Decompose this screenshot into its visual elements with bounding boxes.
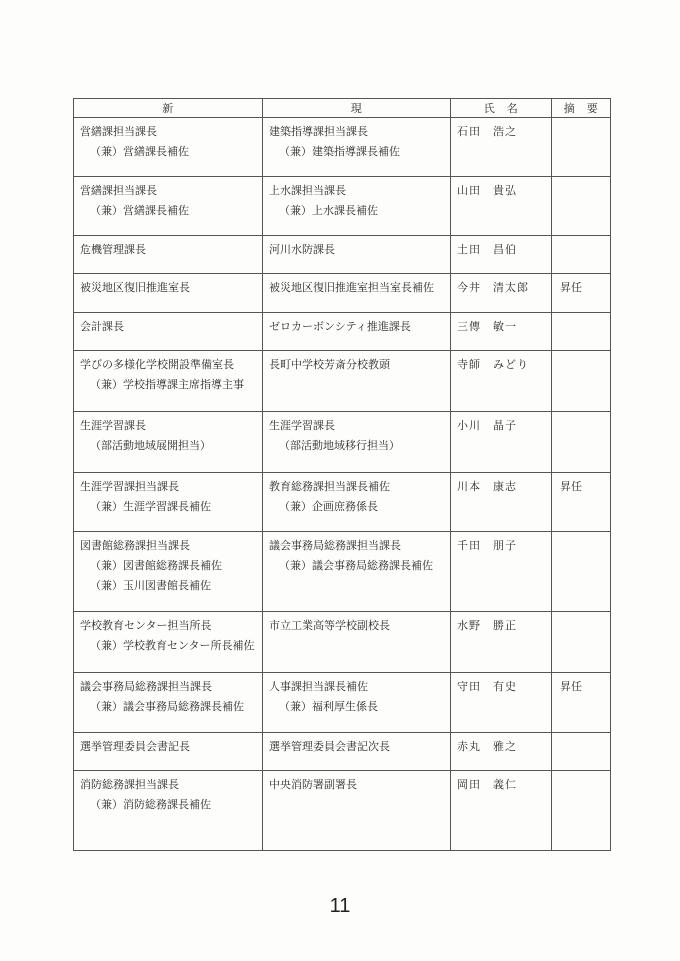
table-row	[74, 236, 611, 274]
cell-new	[74, 313, 263, 351]
cell-current	[263, 532, 451, 612]
remark: 昇任	[560, 281, 582, 294]
cell-new	[74, 673, 263, 733]
person-name: 寺師 みどり	[457, 358, 529, 371]
cell-new	[74, 771, 263, 851]
personnel-table	[73, 98, 611, 851]
remark	[552, 313, 610, 317]
cell-new-lines	[74, 118, 262, 162]
cell-name	[451, 274, 552, 313]
position-title: 危機管理課長	[80, 243, 146, 256]
cell-current	[263, 612, 451, 673]
cell-new-lines	[74, 236, 262, 260]
person-name: 水野 勝正	[457, 619, 517, 632]
cell-current	[263, 771, 451, 851]
remark	[552, 733, 610, 737]
position-title: 長町中学校芳斎分校教頭	[269, 358, 390, 371]
person-name: 今井 清太郎	[457, 281, 529, 294]
header-name: 氏 名	[451, 99, 552, 118]
person-name: 石田 浩之	[457, 125, 517, 138]
cell-current-lines	[263, 532, 450, 576]
cell-note	[552, 351, 611, 412]
cell-current	[263, 473, 451, 532]
cell-current	[263, 177, 451, 236]
cell-current-lines	[263, 274, 450, 298]
position-concurrent: （部活動地域展開担当）	[90, 439, 211, 452]
cell-current-lines	[263, 612, 450, 636]
cell-new-lines	[74, 612, 262, 656]
remark	[552, 236, 610, 240]
cell-new	[74, 177, 263, 236]
cell-name	[451, 673, 552, 733]
person-name: 守田 有史	[457, 680, 517, 693]
table-row	[74, 733, 611, 771]
person-name: 土田 昌伯	[457, 243, 517, 256]
position-title: 営繕課担当課長	[80, 125, 157, 138]
remark	[552, 771, 610, 775]
cell-current	[263, 733, 451, 771]
position-title: 生涯学習課長	[80, 419, 146, 432]
cell-note	[552, 532, 611, 612]
cell-current	[263, 412, 451, 473]
position-concurrent: （兼）図書館総務課長補佐	[90, 559, 222, 572]
cell-current	[263, 236, 451, 274]
remark: 昇任	[560, 480, 582, 493]
person-name: 岡田 義仁	[457, 778, 517, 791]
cell-note	[552, 177, 611, 236]
position-concurrent: （兼）議会事務局総務課長補佐	[279, 559, 433, 572]
position-concurrent: （兼）建築指導課長補佐	[279, 145, 400, 158]
position-title: 選挙管理委員会書記長	[80, 740, 190, 753]
cell-current-lines	[263, 313, 450, 337]
position-title: 図書館総務課担当課長	[80, 539, 190, 552]
cell-name	[451, 412, 552, 473]
position-title: 建築指導課担当課長	[269, 125, 368, 138]
header-note: 摘 要	[552, 99, 611, 118]
page-number: 11	[329, 895, 351, 917]
cell-note	[552, 673, 611, 733]
person-name: 三傳 敏一	[457, 320, 517, 333]
cell-current-lines	[263, 351, 450, 375]
position-concurrent: （兼）玉川図書館長補佐	[90, 579, 211, 592]
table-row	[74, 532, 611, 612]
position-concurrent: （兼）学校指導課主席指導主事	[90, 378, 244, 391]
person-name: 赤丸 雅之	[457, 740, 517, 753]
position-title: 選挙管理委員会書記次長	[269, 740, 390, 753]
cell-new-lines	[74, 473, 262, 517]
position-title: 議会事務局総務課担当課長	[80, 680, 212, 693]
cell-note	[552, 274, 611, 313]
position-concurrent: （兼）議会事務局総務課長補佐	[90, 700, 244, 713]
header-row	[74, 99, 611, 118]
table-row	[74, 351, 611, 412]
table-body	[74, 118, 611, 851]
position-title: 中央消防署副署長	[269, 778, 357, 791]
position-concurrent: （兼）営繕課長補佐	[90, 204, 189, 217]
table-row	[74, 177, 611, 236]
table-row	[74, 118, 611, 177]
cell-new-lines	[74, 313, 262, 337]
table-row	[74, 274, 611, 313]
cell-note	[552, 771, 611, 851]
cell-note	[552, 612, 611, 673]
position-concurrent: （兼）企画庶務係長	[279, 500, 378, 513]
person-name: 小川 晶子	[457, 419, 517, 432]
remark	[552, 177, 610, 181]
position-title: 学校教育センター担当所長	[80, 619, 212, 632]
position-title: 市立工業高等学校副校長	[269, 619, 390, 632]
cell-name	[451, 612, 552, 673]
position-concurrent: （兼）上水課長補佐	[279, 204, 378, 217]
position-title: 被災地区復旧推進室長	[80, 281, 190, 294]
table-row	[74, 673, 611, 733]
cell-name	[451, 313, 552, 351]
header-current: 現	[263, 99, 451, 118]
table-row	[74, 612, 611, 673]
cell-current-lines	[263, 177, 450, 221]
position-title: 消防総務課担当課長	[80, 778, 179, 791]
cell-new-lines	[74, 733, 262, 757]
cell-new	[74, 236, 263, 274]
position-title: 議会事務局総務課担当課長	[269, 539, 401, 552]
position-concurrent: （兼）消防総務課長補佐	[90, 798, 211, 811]
cell-new-lines	[74, 532, 262, 596]
cell-current	[263, 313, 451, 351]
cell-current	[263, 351, 451, 412]
cell-name	[451, 532, 552, 612]
table-row	[74, 412, 611, 473]
cell-note	[552, 236, 611, 274]
position-title: 被災地区復旧推進室担当室長補佐	[269, 281, 434, 294]
cell-current	[263, 274, 451, 313]
table-row	[74, 313, 611, 351]
cell-note	[552, 412, 611, 473]
position-concurrent: （部活動地域移行担当）	[279, 439, 400, 452]
cell-name	[451, 473, 552, 532]
cell-new	[74, 274, 263, 313]
cell-name	[451, 236, 552, 274]
cell-new-lines	[74, 412, 262, 456]
cell-new	[74, 118, 263, 177]
cell-current	[263, 118, 451, 177]
cell-name	[451, 771, 552, 851]
cell-name	[451, 733, 552, 771]
position-title: 人事課担当課長補佐	[269, 680, 368, 693]
cell-current-lines	[263, 673, 450, 717]
person-name: 川本 康志	[457, 480, 517, 493]
cell-current	[263, 673, 451, 733]
cell-new-lines	[74, 351, 262, 395]
cell-new-lines	[74, 274, 262, 298]
position-title: 教育総務課担当課長補佐	[269, 480, 390, 493]
table-row	[74, 771, 611, 851]
position-title: 生涯学習課担当課長	[80, 480, 179, 493]
position-title: 生涯学習課長	[269, 419, 335, 432]
table-row	[74, 473, 611, 532]
cell-new-lines	[74, 673, 262, 717]
person-name: 千田 朋子	[457, 539, 517, 552]
cell-new	[74, 733, 263, 771]
position-concurrent: （兼）営繕課長補佐	[90, 145, 189, 158]
cell-current-lines	[263, 412, 450, 456]
header-new: 新	[74, 99, 263, 118]
remark: 昇任	[560, 680, 582, 693]
cell-current-lines	[263, 236, 450, 260]
cell-note	[552, 313, 611, 351]
position-title: ゼロカーボンシティ推進課長	[269, 320, 411, 333]
cell-new	[74, 351, 263, 412]
position-concurrent: （兼）生涯学習課長補佐	[90, 500, 211, 513]
person-name: 山田 貴弘	[457, 184, 517, 197]
position-title: 会計課長	[80, 320, 124, 333]
cell-new	[74, 532, 263, 612]
remark	[552, 412, 610, 416]
cell-new-lines	[74, 771, 262, 815]
cell-note	[552, 733, 611, 771]
cell-name	[451, 177, 552, 236]
cell-current-lines	[263, 473, 450, 517]
position-concurrent: （兼）学校教育センター所長補佐	[90, 639, 255, 652]
cell-new	[74, 412, 263, 473]
cell-note	[552, 473, 611, 532]
cell-new	[74, 473, 263, 532]
cell-note	[552, 118, 611, 177]
remark	[552, 118, 610, 122]
cell-current-lines	[263, 118, 450, 162]
cell-name	[451, 118, 552, 177]
position-title: 河川水防課長	[269, 243, 335, 256]
cell-new-lines	[74, 177, 262, 221]
remark	[552, 532, 610, 536]
remark	[552, 612, 610, 616]
position-concurrent: （兼）福利厚生係長	[279, 700, 378, 713]
position-title: 営繕課担当課長	[80, 184, 157, 197]
cell-name	[451, 351, 552, 412]
cell-current-lines	[263, 771, 450, 795]
position-title: 上水課担当課長	[269, 184, 346, 197]
position-title: 学びの多様化学校開設準備室長	[80, 358, 234, 371]
cell-new	[74, 612, 263, 673]
cell-current-lines	[263, 733, 450, 757]
remark	[552, 351, 610, 355]
